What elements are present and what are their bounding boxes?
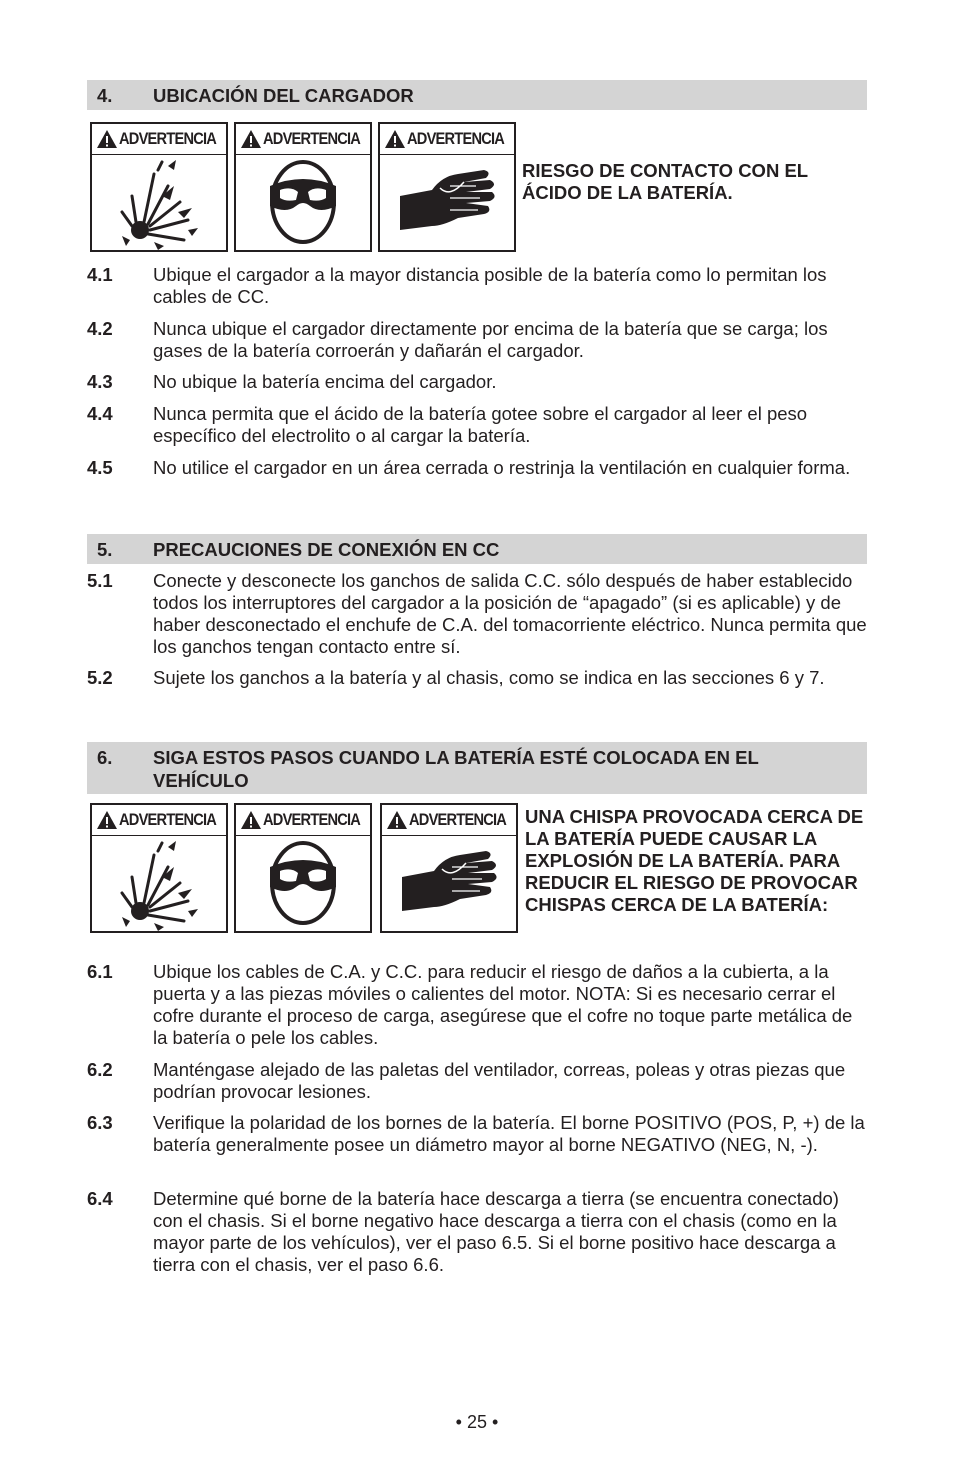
section-5-header [87, 534, 867, 564]
warning-label: ADVERTENCIA [263, 129, 361, 148]
goggles-icon [236, 837, 370, 931]
warning-box-goggles [234, 803, 372, 933]
section-number: 6. [97, 747, 113, 768]
item-text: Verifique la polaridad de los bornes de la batería. El borne POSITIVO (POS, P, +) de la batería generalmente posee un diámetro mayor al borne NEGATIVO (NEG, N, -). [153, 1112, 865, 1155]
item-number: 4.5 [87, 457, 113, 478]
item-text: Nunca ubique el cargador directamente por encima de la batería que se carga; los gases de la batería corroerán y dañarán el cargador. [153, 318, 828, 361]
section-title: UBICACIÓN DEL CARGADOR [153, 85, 414, 106]
item-number: 6.3 [87, 1112, 113, 1133]
item-text: Conecte y desconecte los ganchos de salida C.C. sólo después de haber establecido todos los interruptores del cargador a la posición de “apagado” (si es aplicable) y de haber desconectado el enchufe de C.A. del tomacorriente eléctrico. Nunca permita que los ganchos tengan contacto entre sí. [153, 570, 867, 657]
goggles-icon [236, 156, 370, 250]
item-text: Sujete los ganchos a la batería y al chasis, como se indica en las secciones 6 y 7. [153, 667, 825, 688]
warning-triangle-icon [386, 810, 408, 830]
item-text: Determine qué borne de la batería hace descarga a tierra (se encuentra conectado) con el chasis. Si el borne negativo hace descarga a tierra con el chasis (como en la mayor parte de los vehículos), ver el paso 6.5. Si el borne positivo hace descarga a tierra con el chasis, ver el paso 6.6. [153, 1188, 839, 1275]
warning-triangle-icon [96, 810, 118, 830]
item-text: Nunca permita que el ácido de la batería gotee sobre el cargador al leer el peso específico del electrolito o al cargar la batería. [153, 403, 808, 446]
item-text: No utilice el cargador en un área cerrada o restrinja la ventilación en cualquier forma. [153, 457, 851, 478]
item-number: 4.3 [87, 371, 113, 392]
warning-box-explosion [90, 122, 228, 252]
item-text: Manténgase alejado de las paletas del ventilador, correas, poleas y otras piezas que podrían provocar lesiones. [153, 1059, 846, 1102]
warning-label: ADVERTENCIA [119, 810, 217, 829]
item-number: 6.2 [87, 1059, 113, 1080]
explosion-icon [92, 837, 226, 931]
glove-icon [382, 837, 516, 931]
warning-label: ADVERTENCIA [409, 810, 507, 829]
section-number: 4. [97, 85, 113, 106]
warning-label: ADVERTENCIA [119, 129, 217, 148]
explosion-icon [92, 156, 226, 250]
item-text: Ubique los cables de C.A. y C.C. para reducir el riesgo de daños a la cubierta, a la puerta y a las piezas móviles o calientes del motor. NOTA: Si es necesario cerrar el cofre durante el proceso de carga, asegúrese que el cofre no toque parte metálica de la batería o pele los cables. [153, 961, 853, 1048]
item-number: 6.1 [87, 961, 113, 982]
item-number: 5.2 [87, 667, 113, 688]
warning-text: UNA CHISPA PROVOCADA CERCA DE LA BATERÍA PUEDE CAUSAR LA EXPLOSIÓN DE LA BATERÍA. PARA REDUCIR EL RIESGO DE PROVOCAR CHISPAS CERCA DE LA BATERÍA: [525, 806, 864, 915]
warning-triangle-icon [384, 129, 406, 149]
glove-icon [380, 156, 514, 250]
item-text: No ubique la batería encima del cargador. [153, 371, 497, 392]
item-number: 4.1 [87, 264, 113, 285]
item-number: 4.2 [87, 318, 113, 339]
warning-triangle-icon [240, 129, 262, 149]
warning-label: ADVERTENCIA [263, 810, 361, 829]
section-title: SIGA ESTOS PASOS CUANDO LA BATERÍA ESTÉ COLOCADA EN EL VEHÍCULO [153, 747, 759, 791]
section-4-header [87, 80, 867, 110]
warning-triangle-icon [96, 129, 118, 149]
warning-box-glove [378, 122, 516, 252]
warning-box-glove [380, 803, 518, 933]
item-number: 6.4 [87, 1188, 113, 1209]
item-text: Ubique el cargador a la mayor distancia posible de la batería como lo permitan los cables de CC. [153, 264, 827, 307]
item-number: 4.4 [87, 403, 113, 424]
warning-text: RIESGO DE CONTACTO CON EL ÁCIDO DE LA BATERÍA. [522, 160, 808, 203]
section-number: 5. [97, 539, 113, 560]
warning-box-goggles [234, 122, 372, 252]
section-title: PRECAUCIONES DE CONEXIÓN EN CC [153, 539, 500, 560]
warning-box-explosion [90, 803, 228, 933]
item-number: 5.1 [87, 570, 113, 591]
section-6-header [87, 742, 867, 794]
page-number: • 25 • [455, 1412, 499, 1432]
warning-label: ADVERTENCIA [407, 129, 505, 148]
warning-triangle-icon [240, 810, 262, 830]
